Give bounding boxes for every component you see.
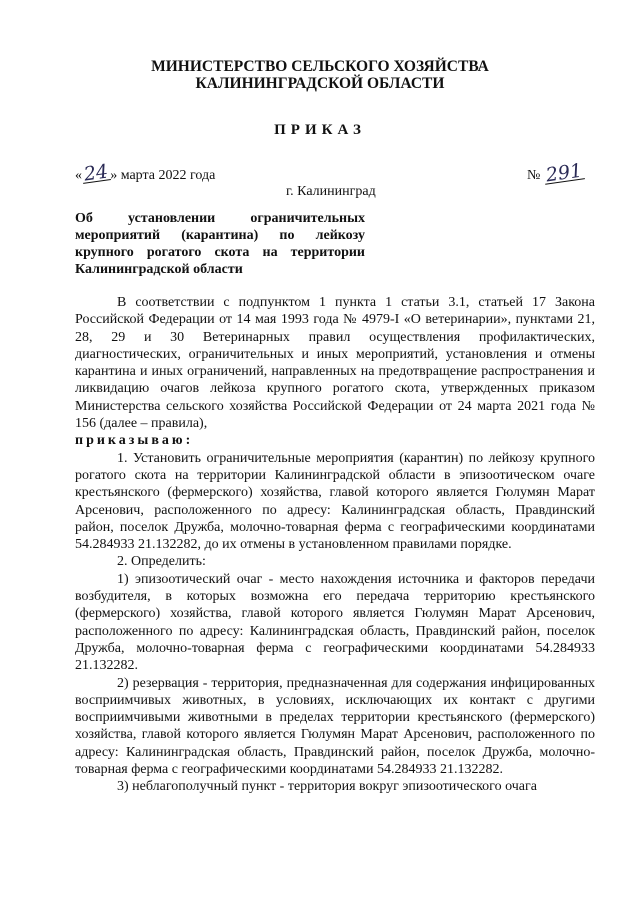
subitem-3: 3) неблагополучный пункт - территория вокруг эпизоотического очага [117, 779, 537, 795]
subitem-1: 1) эпизоотический очаг - место нахождения источника и факторов передачи возбудителя, в которых возможна его передача территорию крестьянского (фермерского) хозяйства, главой которого является Гюлумян Марат Арсенович, расположенного по адресу: Калининградская область, Правдинский район, поселок Дружба, молочно-товарная ферма с географическими координатами 54.284933 21.132282. [75, 571, 595, 674]
item-1: 1. Установить ограничительные мероприятия (карантин) по лейкозу крупного рогатого скота на территории Калининградской области в эпизоотическом очаге крестьянского (фермерского) хозяйства, главой которого является Гюлумян Марат Арсенович, расположенного по адресу: Калининградская область, Правдинский район, поселок Дружба, молочно-товарная ферма с географическими координатами 54.284933 21.132282, до их отмены в установленном правилами порядке. [75, 450, 595, 553]
number-handwritten: 291 [544, 159, 584, 187]
order-date [75, 160, 216, 186]
date-close-quote: » [110, 168, 118, 183]
item-2: 2. Определить: [117, 554, 206, 570]
date-open-quote: « [75, 168, 82, 183]
order-body [75, 294, 595, 796]
ministry-header [0, 58, 640, 92]
subitem-2: 2) резервация - территория, предназначенная для содержания инфицированных восприимчивых животных, в условиях, исключающих их контакт с другими восприимчивыми животными в пределах территории крестьянского (фермерского) хозяйства, главой которого является Гюлумян Марат Арсенович, расположенного по адресу: Калининградская область, Правдинский район, поселок Дружба, молочно-товарная ферма с географическими координатами 54.284933 21.132282. [75, 675, 595, 778]
preamble: В соответствии с подпунктом 1 пункта 1 статьи 3.1, статьей 17 Закона Российской Федерации от 14 мая 1993 года № 4979-I «О ветеринарии», пунктами 21, 28, 29 и 30 Ветеринарных правил осуществления профилактических, диагностических, ограничительных и иных мероприятий, установления и отмены карантина и иных ограничений, направленных на предотвращение распространения и ликвидацию очагов лейкоза крупного рогатого скота, утвержденных приказом Министерства сельского хозяйства Российской Федерации от 24 марта 2021 года № 156 (далее – правила), [75, 295, 595, 432]
order-number [527, 159, 584, 187]
prikazyvayu: приказываю: [75, 433, 194, 449]
order-subject: Об установлении ограничительных мероприятий (карантина) по лейкозу крупного рогатого скота на территории Калининградской области [75, 211, 365, 277]
number-sign: № [527, 168, 541, 183]
date-rest: марта 2022 года [117, 168, 216, 183]
ministry-line-1: МИНИСТЕРСТВО СЕЛЬСКОГО ХОЗЯЙСТВА [151, 58, 489, 75]
date-day-handwritten: 24 [82, 160, 110, 186]
ministry-line-2: КАЛИНИНГРАДСКОЙ ОБЛАСТИ [195, 75, 445, 92]
city: г. Калининград [286, 184, 376, 199]
document-title: ПРИКАЗ [274, 122, 366, 138]
